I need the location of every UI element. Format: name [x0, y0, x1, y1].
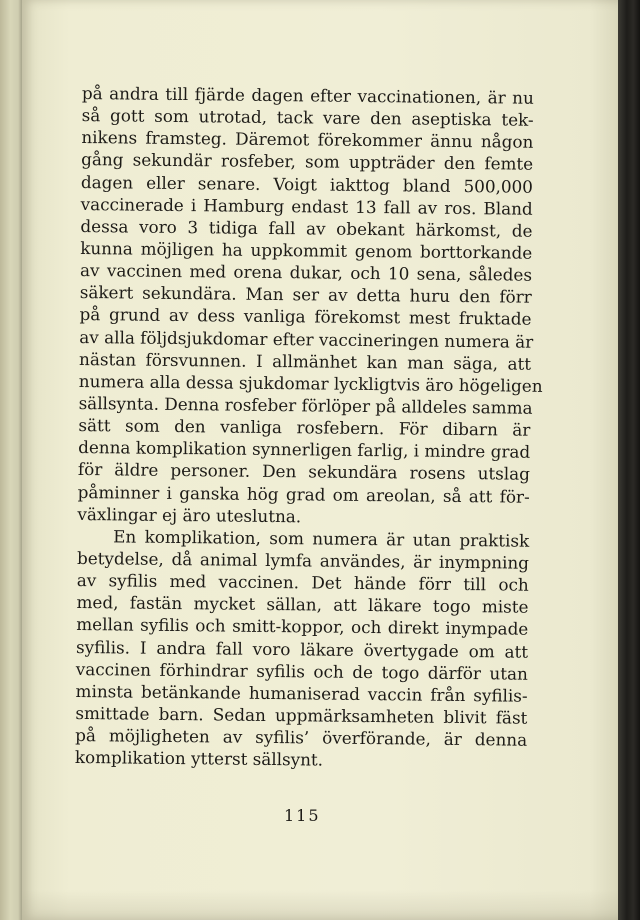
text-line: med, fastän mycket sällan, att läkare togo miste — [76, 592, 529, 617]
text-line: dessa voro 3 tidiga fall av obekant härkomst, de — [80, 215, 533, 241]
text-line: gång sekundär rosfeber, som uppträder den femte — [81, 149, 534, 175]
paragraph-end-line: växlingar ej äro uteslutna. — [77, 503, 302, 526]
text-line: av alla följdsjukdomar efter vaccineringen numera är — [79, 326, 534, 352]
text-line: nikens framsteg. Däremot förekommer ännu någon — [81, 127, 534, 153]
text-line: påminner i ganska hög grad om areolan, så att för- — [77, 481, 530, 507]
text-line: vaccinerade i Hamburg endast 13 fall av ros. Bland — [80, 193, 533, 219]
text-line: för äldre personer. Den sekundära rosens utslag — [77, 459, 531, 485]
text-line: på möjligheten av syfilis’ överförande, är denna — [75, 725, 528, 750]
text-line: sällsynta. Denna rosfeber förlöper på alldeles samma — [78, 392, 533, 418]
text-line: syfilis. I andra fall voro läkare övertygade om att — [75, 636, 529, 662]
text-line: av vaccinen med orena dukar, och 10 sena, således — [79, 260, 533, 285]
text-line: sätt som den vanliga rosfebern. För dibarn är — [78, 415, 531, 440]
text-line: kunna möjligen ha uppkommit genom borttorkande — [80, 237, 533, 263]
text-line: betydelse, då animal lymfa användes, är inympning — [76, 547, 530, 573]
text-line: på grund av dess vanliga förekomst mest fruktade — [79, 304, 532, 330]
text-line: nästan försvunnen. I allmänhet kan man säga, att — [78, 348, 532, 374]
text-line: av syfilis med vaccinen. Det hände förr till och — [76, 570, 529, 595]
paragraph-end-line: komplikation ytterst sällsynt. — [74, 747, 324, 770]
text-line: smittade barn. Sedan uppmärksamheten blivit fäst — [75, 702, 528, 728]
page-number: 115 — [284, 806, 321, 825]
text-line: mellan syfilis och smitt-koppor, och direkt inympade — [76, 614, 529, 640]
text-line: denna komplikation synnerligen farlig, i mindre grad — [78, 437, 531, 462]
text-line: på andra till fjärde dagen efter vaccinationen, är nu — [81, 82, 534, 108]
text-line: vaccinen förhindrar syfilis och de togo därför utan — [75, 658, 528, 684]
page-shadow — [22, 890, 620, 920]
text-line: så gott som utrotad, tack vare den aseptiska tek- — [81, 105, 534, 130]
book-cover-edge — [618, 0, 640, 920]
body-text — [74, 82, 543, 773]
text-line: minsta betänkande humaniserad vaccin från syfilis- — [75, 680, 528, 706]
text-line: dagen eller senare. Voigt iakttog bland 500,000 — [80, 171, 534, 197]
paragraph-start-line: En komplikation, som numera är utan praktisk — [113, 526, 530, 551]
text-line: numera alla dessa sjukdomar lyckligtvis äro högeligen — [78, 370, 543, 396]
text-line: säkert sekundära. Man ser av detta huru den förr — [79, 282, 532, 307]
